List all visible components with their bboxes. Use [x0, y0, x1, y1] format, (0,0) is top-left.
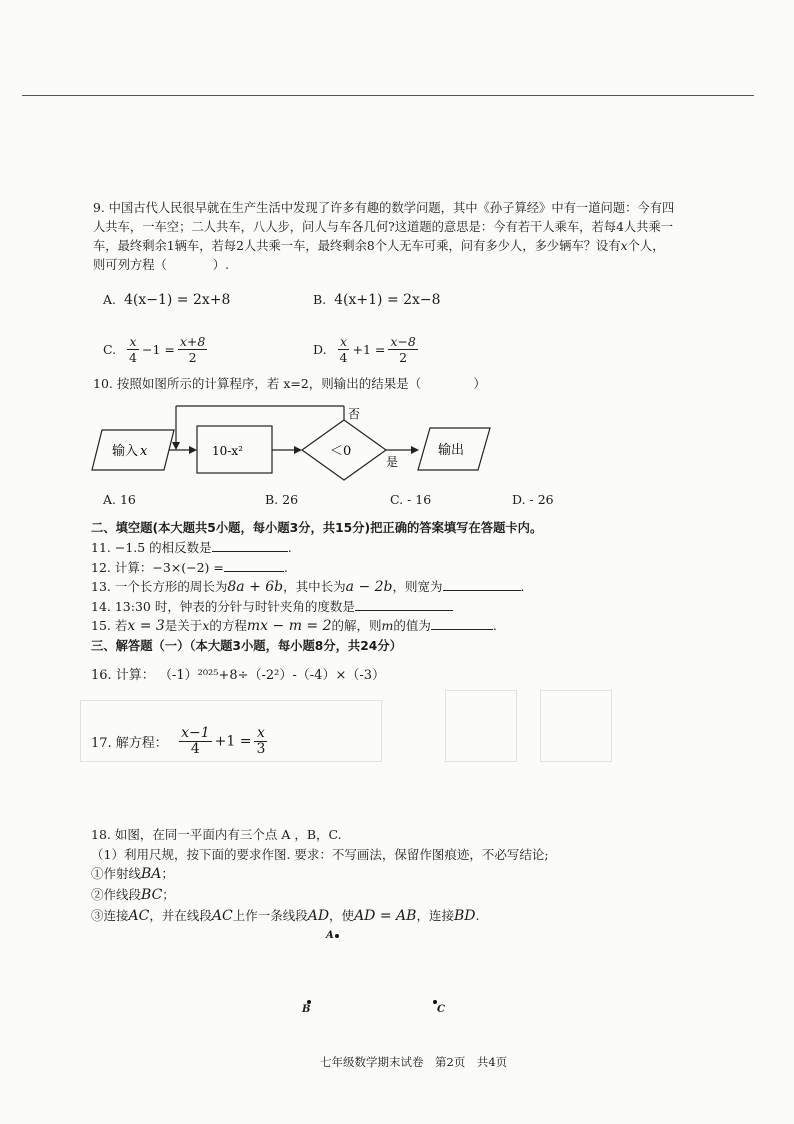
top-border-line — [22, 95, 754, 96]
q18-step-2: ②作线段BC； — [91, 887, 175, 903]
q10-option-c: C. - 16 — [390, 492, 432, 507]
q9-text: 9. 中国古代人民很早就在生产生活中发现了许多有趣的数学问题，其中《孙子算经》中有一道问题：今有四人共车，一车空；二人共车，八人步，问人与车各几何?这道题的意思是：今有若干人乘车，若每4人共乘一车，最终剩余1辆车，若每2人共乘一车，最终剩余8个人无车可乘，问有多少人，多少辆车？设有 — [93, 201, 675, 253]
point-a: A — [326, 930, 339, 941]
q9-paren-end: ）. — [212, 258, 230, 272]
q9-option-c: C. $\frac{x}{4}$ −1 = $\frac{x+8}{2}$ — [103, 334, 206, 365]
question-9 — [93, 199, 675, 275]
q9-option-b: B. 4(x+1) = 2x−8 — [313, 292, 441, 308]
flow-compute-label: 10-x² — [212, 444, 243, 458]
question-17: 17. 解方程： $\frac{x-1}{4}$ +1 = $\frac{x}{3}$ — [91, 725, 266, 757]
flow-no-label: 否 — [348, 407, 361, 421]
question-10: 10. 按照如图所示的计算程序，若 x=2，则输出的结果是（ ） — [93, 376, 486, 391]
question-18: 18. 如图，在同一平面内有三个点 A ，B，C. — [91, 827, 342, 842]
bleed-through-grid — [445, 690, 517, 762]
q9-var: x — [620, 239, 628, 253]
question-12: 12. 计算：−3×(−2) = . — [91, 560, 288, 575]
flowchart — [88, 398, 498, 483]
question-13: 13. 一个长方形的周长为8a + 6b，其中长为a − 2b，则宽为 . — [91, 579, 525, 595]
q10-option-a: A. 16 — [103, 492, 136, 507]
q18-step-1: ①作射线BA； — [91, 866, 174, 882]
flow-input-label: 输入 — [112, 444, 139, 459]
section-2-title: 二、填空题(本大题共5小题，每小题3分，共15分)把正确的答案填写在答题卡内。 — [91, 521, 543, 535]
question-11: 11. −1.5 的相反数是 . — [91, 540, 292, 555]
q9-option-d: D. $\frac{x}{4}$ +1 = $\frac{x-8}{2}$ — [313, 334, 416, 365]
section-3-title: 三、解答题（一）（本大题3小题，每小题8分，共24分） — [91, 639, 402, 653]
flow-yes-label: 是 — [386, 455, 399, 469]
question-18-part1: （1）利用尺规，按下面的要求作图. 要求：不写画法，保留作图痕迹，不必写结论; — [91, 847, 549, 862]
q9-option-a: A. 4(x−1) = 2x+8 — [103, 292, 231, 308]
q10-option-b: B. 26 — [265, 492, 299, 507]
page-footer: 七年级数学期末试卷 第2页 共4页 — [320, 1055, 508, 1069]
point-c: C — [433, 1000, 445, 1015]
question-15: 15. 若x = 3是关于x的方程mx − m = 2的解，则m的值为 . — [91, 618, 497, 634]
flow-input-var: x — [140, 444, 148, 459]
q10-option-d: D. - 26 — [512, 492, 554, 507]
q9-text-end: 个人，则可列方程（ — [93, 239, 665, 272]
q18-step-3: ③连接AC，并在线段AC上作一条线段AD，使AD = AB，连接BD. — [91, 908, 480, 924]
point-a-dot — [335, 934, 339, 938]
point-b: B — [302, 1000, 311, 1015]
bleed-through-grid — [540, 690, 612, 762]
flow-output-label: 输出 — [438, 443, 465, 458]
question-16: 16. 计算： （-1）²⁰²⁵+8÷（-2²）-（-4）×（-3） — [91, 668, 386, 683]
flow-condition-label: ＜0 — [330, 444, 352, 459]
question-14: 14. 13:30 时，钟表的分针与时针夹角的度数是 — [91, 597, 453, 615]
